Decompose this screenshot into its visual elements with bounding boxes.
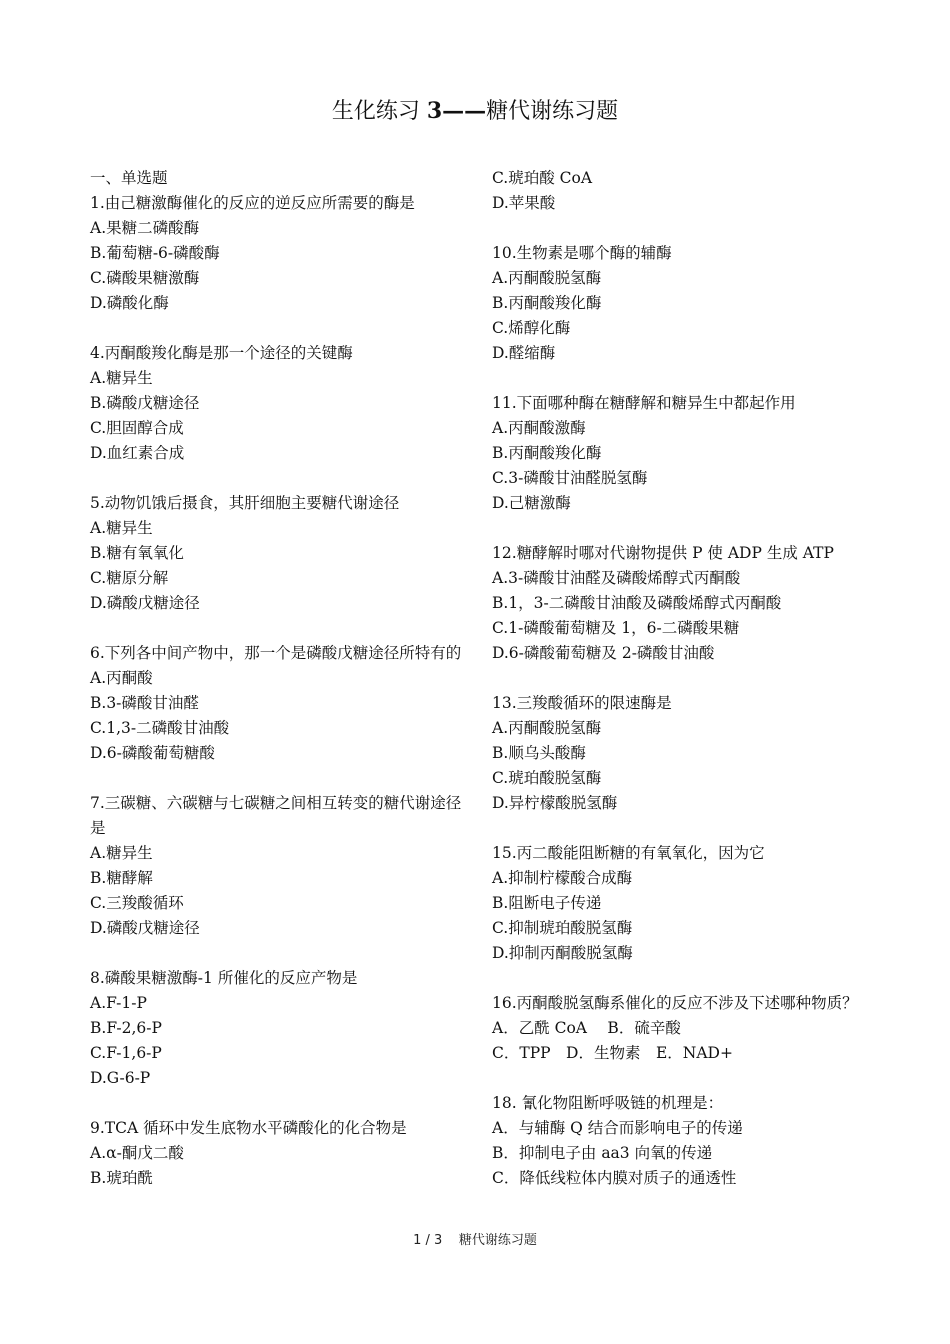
question-13 xyxy=(492,691,864,816)
option-b: B.丙酮酸羧化酶 xyxy=(492,294,602,312)
left-column xyxy=(90,166,462,1191)
question-stem: 8.磷酸果糖激酶-1 所催化的反应产物是 xyxy=(90,969,358,987)
question-stem: 5.动物饥饿后摄食，其肝细胞主要糖代谢途径 xyxy=(90,494,400,512)
question-stem: 10.生物素是哪个酶的辅酶 xyxy=(492,244,672,262)
option-c: C.3-磷酸甘油醛脱氢酶 xyxy=(492,469,648,487)
option-c: C．降低线粒体内膜对质子的通透性 xyxy=(492,1169,737,1187)
question-6 xyxy=(90,641,462,766)
option-b: B.磷酸戊糖途径 xyxy=(90,394,200,412)
option-d: D.6-磷酸葡萄糖及 2-磷酸甘油酸 xyxy=(492,644,715,662)
option-b: B.琥珀酰 xyxy=(90,1169,153,1187)
option-a: A.丙酮酸脱氢酶 xyxy=(492,719,602,737)
page-footer xyxy=(0,1232,950,1250)
question-stem: 12.糖酵解时哪对代谢物提供 P 使 ADP 生成 ATP xyxy=(492,544,834,562)
title-suffix: 糖代谢练习题 xyxy=(486,99,619,124)
question-16 xyxy=(492,991,864,1066)
option-d: D.异柠檬酸脱氢酶 xyxy=(492,794,618,812)
option-b: B.F-2,6-P xyxy=(90,1019,162,1037)
question-stem: 15.丙二酸能阻断糖的有氧氧化，因为它 xyxy=(492,844,765,862)
option-a: A.丙酮酸脱氢酶 xyxy=(492,269,602,287)
question-stem: 7.三碳糖、六碳糖与七碳糖之间相互转变的糖代谢途径是 xyxy=(90,794,462,837)
question-stem: 4.丙酮酸羧化酶是那一个途径的关键酶 xyxy=(90,344,353,362)
option-c: C.1-磷酸葡萄糖及 1，6-二磷酸果糖 xyxy=(492,619,740,637)
question-1 xyxy=(90,191,462,316)
question-stem: 13.三羧酸循环的限速酶是 xyxy=(492,694,672,712)
option-c: C.抑制琥珀酸脱氢酶 xyxy=(492,919,633,937)
question-9-continued xyxy=(492,166,864,216)
option-c: C.1,3-二磷酸甘油酸 xyxy=(90,719,230,737)
option-b: B.丙酮酸羧化酶 xyxy=(492,444,602,462)
option-a: A.糖异生 xyxy=(90,844,153,862)
question-12 xyxy=(492,541,864,666)
options-row-2: C．TPP D．生物素 E．NAD+ xyxy=(492,1044,733,1062)
option-c: C.三羧酸循环 xyxy=(90,894,184,912)
question-stem: 18. 氰化物阻断呼吸链的机理是： xyxy=(492,1094,724,1112)
option-b: B.葡萄糖-6-磷酸酶 xyxy=(90,244,220,262)
option-b: B．抑制电子由 aa3 向氧的传递 xyxy=(492,1144,713,1162)
question-11 xyxy=(492,391,864,516)
option-d: D.磷酸戊糖途径 xyxy=(90,919,200,937)
option-a: A.果糖二磷酸酶 xyxy=(90,219,200,237)
option-a: A.抑制柠檬酸合成酶 xyxy=(492,869,633,887)
option-d: D.己糖激酶 xyxy=(492,494,571,512)
option-b: B.糖酵解 xyxy=(90,869,153,887)
option-c: C.F-1,6-P xyxy=(90,1044,162,1062)
option-c: C.烯醇化酶 xyxy=(492,319,571,337)
option-b: B.顺乌头酸酶 xyxy=(492,744,586,762)
page-number: 1 / 3 xyxy=(413,1233,443,1248)
question-8 xyxy=(90,966,462,1091)
section-heading: 一、单选题 xyxy=(90,169,168,187)
option-d: D.血红素合成 xyxy=(90,444,185,462)
options-row-1: A．乙酰 CoA B．硫辛酸 xyxy=(492,1019,681,1037)
option-c: C.琥珀酸脱氢酶 xyxy=(492,769,602,787)
option-b: B.阻断电子传递 xyxy=(492,894,602,912)
option-c: C.磷酸果糖激酶 xyxy=(90,269,200,287)
option-b: B.1，3-二磷酸甘油酸及磷酸烯醇式丙酮酸 xyxy=(492,594,782,612)
option-a: A．与辅酶 Q 结合而影响电子的传递 xyxy=(492,1119,743,1137)
option-c: C.糖原分解 xyxy=(90,569,169,587)
option-d: D.抑制丙酮酸脱氢酶 xyxy=(492,944,633,962)
option-c: C.胆固醇合成 xyxy=(90,419,184,437)
question-stem: 6.下列各中间产物中，那一个是磷酸戊糖途径所特有的 xyxy=(90,644,462,662)
option-d: D.6-磷酸葡萄糖酸 xyxy=(90,744,215,762)
question-7 xyxy=(90,791,462,941)
option-a: A.丙酮酸激酶 xyxy=(492,419,586,437)
option-a: A.糖异生 xyxy=(90,519,153,537)
question-9 xyxy=(90,1116,462,1191)
option-b: B.糖有氧氧化 xyxy=(90,544,184,562)
right-column xyxy=(492,166,864,1191)
question-stem: 1.由己糖激酶催化的反应的逆反应所需要的酶是 xyxy=(90,194,415,212)
page-title xyxy=(0,96,950,127)
question-stem: 16.丙酮酸脱氢酶系催化的反应不涉及下述哪种物质？ xyxy=(492,994,858,1012)
option-d: D.苹果酸 xyxy=(492,194,556,212)
option-d: D.磷酸戊糖途径 xyxy=(90,594,200,612)
option-a: A.丙酮酸 xyxy=(90,669,153,687)
question-4 xyxy=(90,341,462,466)
option-b: B.3-磷酸甘油醛 xyxy=(90,694,199,712)
option-d: D.G-6-P xyxy=(90,1069,151,1087)
footer-title: 糖代谢练习题 xyxy=(458,1233,537,1248)
option-d: D.醛缩酶 xyxy=(492,344,556,362)
option-a: A.α-酮戊二酸 xyxy=(90,1144,184,1162)
question-stem: 11.下面哪种酶在糖酵解和糖异生中都起作用 xyxy=(492,394,796,412)
option-a: A.F-1-P xyxy=(90,994,147,1012)
question-15 xyxy=(492,841,864,966)
option-a: A.3-磷酸甘油醛及磷酸烯醇式丙酮酸 xyxy=(492,569,741,587)
question-18 xyxy=(492,1091,864,1191)
question-stem: 9.TCA 循环中发生底物水平磷酸化的化合物是 xyxy=(90,1119,407,1137)
title-prefix: 生化练习 xyxy=(331,99,427,124)
option-d: D.磷酸化酶 xyxy=(90,294,169,312)
title-number: 3—— xyxy=(426,98,487,124)
option-c: C.琥珀酸 CoA xyxy=(492,169,593,187)
option-a: A.糖异生 xyxy=(90,369,153,387)
question-5 xyxy=(90,491,462,616)
question-10 xyxy=(492,241,864,366)
